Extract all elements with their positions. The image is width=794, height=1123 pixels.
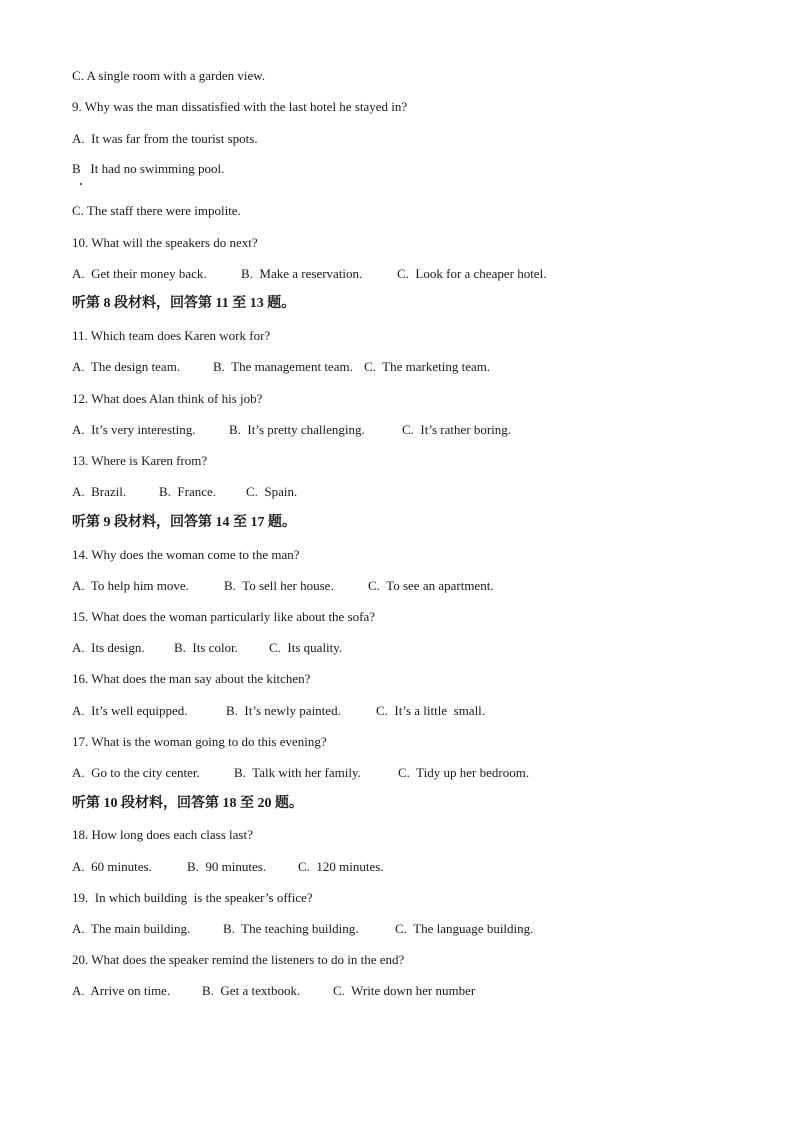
answer-option: C. Look for a cheaper hotel. [397,266,547,281]
answer-option: B. Get a textbook. [202,983,301,998]
answer-option: B. It’s pretty challenging. [229,422,365,437]
question-text: 11. Which team does Karen work for? [72,328,271,343]
section-heading: 听第 8 段材料，回答第 11 至 13 题。 [72,296,296,311]
answer-option: C. 120 minutes. [298,859,384,874]
question-text: 13. Where is Karen from? [72,453,208,468]
answer-option: C. It’s a little small. [376,703,486,718]
question-text: 19. In which building is the speaker’s office? [72,890,313,905]
answer-option: A. The main building. [72,921,191,936]
question-text: 14. Why does the woman come to the man? [72,547,300,562]
answer-option: B. It’s newly painted. [226,703,341,718]
answer-option: B. Its color. [174,640,238,655]
answer-option: C. A single room with a garden view. [72,68,266,83]
question-text: 20. What does the speaker remind the listeners to do in the end? [72,952,405,967]
question-text: 16. What does the man say about the kitchen? [72,671,311,686]
answer-option: B. Talk with her family. [234,765,361,780]
answer-option: C. Spain. [246,484,298,499]
answer-option: C. Tidy up her bedroom. [398,765,530,780]
answer-option: B. 90 minutes. [187,859,267,874]
stray-dot [80,183,82,185]
answer-option: B. France. [159,484,217,499]
answer-option: B It had no swimming pool. [72,161,225,176]
answer-option: C. The staff there were impolite. [72,203,241,218]
answer-option: C. It’s rather boring. [402,422,512,437]
answer-option: A. Brazil. [72,484,127,499]
answer-option: B. The management team. [213,359,353,374]
section-heading: 听第 9 段材料，回答第 14 至 17 题。 [72,515,296,530]
answer-option: A. It was far from the tourist spots. [72,131,258,146]
answer-option: B. Make a reservation. [241,266,363,281]
answer-option: C. To see an apartment. [368,578,494,593]
answer-option: A. Get their money back. [72,266,207,281]
answer-option: C. The language building. [395,921,534,936]
answer-option: A. Go to the city center. [72,765,200,780]
answer-option: A. Arrive on time. [72,983,171,998]
answer-option: A. The design team. [72,359,181,374]
question-text: 18. How long does each class last? [72,827,253,842]
section-heading: 听第 10 段材料，回答第 18 至 20 题。 [72,796,303,811]
question-text: 12. What does Alan think of his job? [72,391,263,406]
question-text: 15. What does the woman particularly like about the sofa? [72,609,375,624]
answer-option: C. Its quality. [269,640,343,655]
question-text: 9. Why was the man dissatisfied with the last hotel he stayed in? [72,99,408,114]
answer-option: A. To help him move. [72,578,189,593]
answer-option: C. Write down her number [333,983,476,998]
answer-option: A. It’s well equipped. [72,703,188,718]
answer-option: A. Its design. [72,640,145,655]
answer-option: B. The teaching building. [223,921,359,936]
answer-option: A. 60 minutes. [72,859,152,874]
question-text: 10. What will the speakers do next? [72,235,258,250]
answer-option: B. To sell her house. [224,578,334,593]
answer-option: A. It’s very interesting. [72,422,196,437]
question-text: 17. What is the woman going to do this evening? [72,734,327,749]
answer-option: C. The marketing team. [364,359,491,374]
